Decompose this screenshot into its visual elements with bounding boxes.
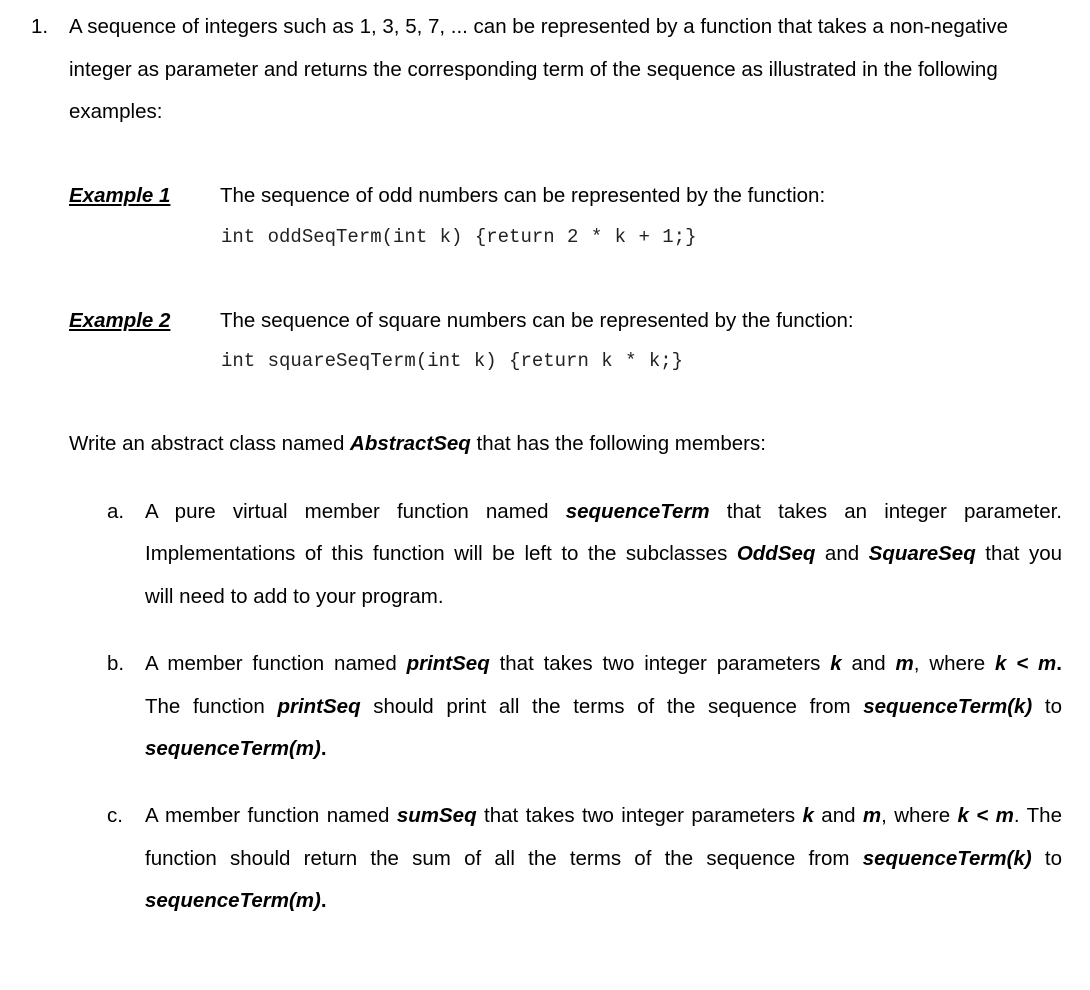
question-number: 1. [31,15,49,38]
example-2-code: int squareSeqTerm(int k) {return k * k;} [221,350,684,372]
item-c-marker: c. [107,804,123,827]
item-b-line-2: The function printSeq should print all the terms of the sequence from sequenceTerm(k) to [145,695,1063,718]
example-1-label: Example 1 [69,184,171,207]
item-b-line-1: A member function named printSeq that takes two integer parameters k and m, where k < m. [145,652,1062,675]
intro-line-3: examples: [69,100,163,123]
item-b-marker: b. [107,652,125,675]
item-a-marker: a. [107,500,125,523]
item-c-line-2: function should return the sum of all the terms of the sequence from sequenceTerm(k) to [145,847,1063,870]
task-statement: Write an abstract class named AbstractSeq that has the following members: [69,432,766,455]
intro-line-1: A sequence of integers such as 1, 3, 5, 7, ... can be represented by a function that takes a non-negative [69,15,1009,38]
example-2-description: The sequence of square numbers can be represented by the function: [220,309,854,332]
class-name: AbstractSeq [350,432,471,455]
item-a-line-2: Implementations of this function will be left to the subclasses OddSeq and SquareSeq that you [145,542,1062,565]
item-c-line-3: sequenceTerm(m). [145,889,327,912]
intro-line-2: integer as parameter and returns the corresponding term of the sequence as illustrated in the following [69,58,998,81]
item-c-line-1: A member function named sumSeq that takes two integer parameters k and m, where k < m. The [145,804,1062,827]
example-1-code: int oddSeqTerm(int k) {return 2 * k + 1;} [221,226,697,248]
item-b-line-3: sequenceTerm(m). [145,737,327,760]
item-a-line-3: will need to add to your program. [145,585,444,608]
item-a-line-1: A pure virtual member function named sequenceTerm that takes an integer parameter. [145,500,1063,523]
example-2-label: Example 2 [69,309,171,332]
example-1-description: The sequence of odd numbers can be represented by the function: [220,184,826,207]
